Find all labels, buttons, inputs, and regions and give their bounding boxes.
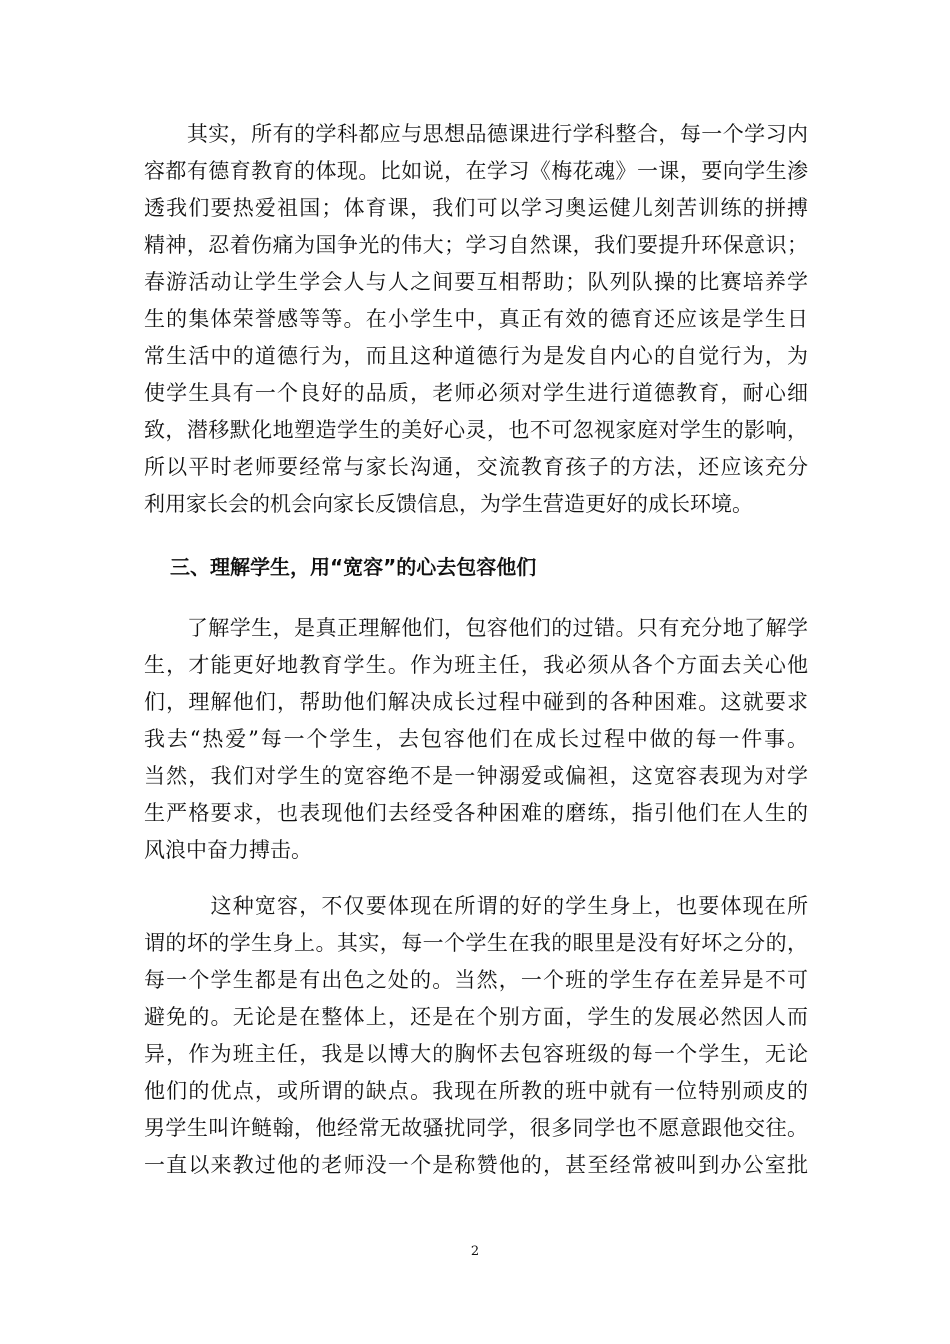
section-heading: 三、理解学生，用“宽容”的心去包容他们 <box>170 555 537 579</box>
text-line: 生，才能更好地教育学生。作为班主任，我必须从各个方面去关心他 <box>144 653 808 677</box>
text-line: 春游活动让学生学会人与人之间要互相帮助；队列队操的比赛培养学 <box>144 270 808 294</box>
text-line: 这种宽容，不仅要体现在所谓的好的学生身上，也要体现在所 <box>144 894 808 918</box>
text-line: 谓的坏的学生身上。其实，每一个学生在我的眼里是没有好坏之分的， <box>144 931 808 955</box>
text-line: 利用家长会的机会向家长反馈信息，为学生营造更好的成长环境。 <box>144 492 753 516</box>
text-line: 每一个学生都是有出色之处的。当然，一个班的学生存在差异是不可 <box>144 968 808 992</box>
text-line: 避免的。无论是在整体上，还是在个别方面，学生的发展必然因人而 <box>144 1005 808 1029</box>
text-line: 精神，忍着伤痛为国争光的伟大；学习自然课，我们要提升环保意识； <box>144 233 808 257</box>
text-line: 所以平时老师要经常与家长沟通，交流教育孩子的方法，还应该充分 <box>144 455 808 479</box>
text-line: 当然，我们对学生的宽容绝不是一钟溺爱或偏袒，这宽容表现为对学 <box>144 764 808 788</box>
text-line: 生的集体荣誉感等等。在小学生中，真正有效的德育还应该是学生日 <box>144 307 808 331</box>
text-line: 生严格要求，也表现他们去经受各种困难的磨练，指引他们在人生的 <box>144 801 808 825</box>
text-line: 男学生叫许鲢翰，他经常无故骚扰同学，很多同学也不愿意跟他交往。 <box>144 1116 808 1140</box>
text-line: 透我们要热爱祖国；体育课，我们可以学习奥运健儿刻苦训练的拼搏 <box>144 196 808 220</box>
text-line: 常生活中的道德行为，而且这种道德行为是发自内心的自觉行为，为 <box>144 344 808 368</box>
text-line: 致，潜移默化地塑造学生的美好心灵，也不可忽视家庭对学生的影响， <box>144 418 808 442</box>
text-line: 使学生具有一个良好的品质，老师必须对学生进行道德教育，耐心细 <box>144 381 808 405</box>
text-line: 异，作为班主任，我是以博大的胸怀去包容班级的每一个学生，无论 <box>144 1042 808 1066</box>
text-line: 他们的优点，或所谓的缺点。我现在所教的班中就有一位特别顽皮的 <box>144 1079 808 1103</box>
page-number: 2 <box>470 1244 480 1259</box>
text-line: 们，理解他们，帮助他们解决成长过程中碰到的各种困难。这就要求 <box>144 690 808 714</box>
text-line: 其实，所有的学科都应与思想品德课进行学科整合，每一个学习内 <box>144 122 808 146</box>
paragraph-3 <box>144 888 808 1184</box>
text-line: 我去“热爱”每一个学生，去包容他们在成长过程中做的每一件事。 <box>144 727 808 751</box>
paragraph-1 <box>144 116 808 523</box>
text-line: 了解学生，是真正理解他们，包容他们的过错。只有充分地了解学 <box>144 616 808 640</box>
text-line: 容都有德育教育的体现。比如说，在学习《梅花魂》一课，要向学生渗 <box>144 159 808 183</box>
text-line: 一直以来教过他的老师没一个是称赞他的，甚至经常被叫到办公室批 <box>144 1153 808 1177</box>
paragraph-2 <box>144 610 808 869</box>
text-line: 风浪中奋力搏击。 <box>144 838 312 862</box>
